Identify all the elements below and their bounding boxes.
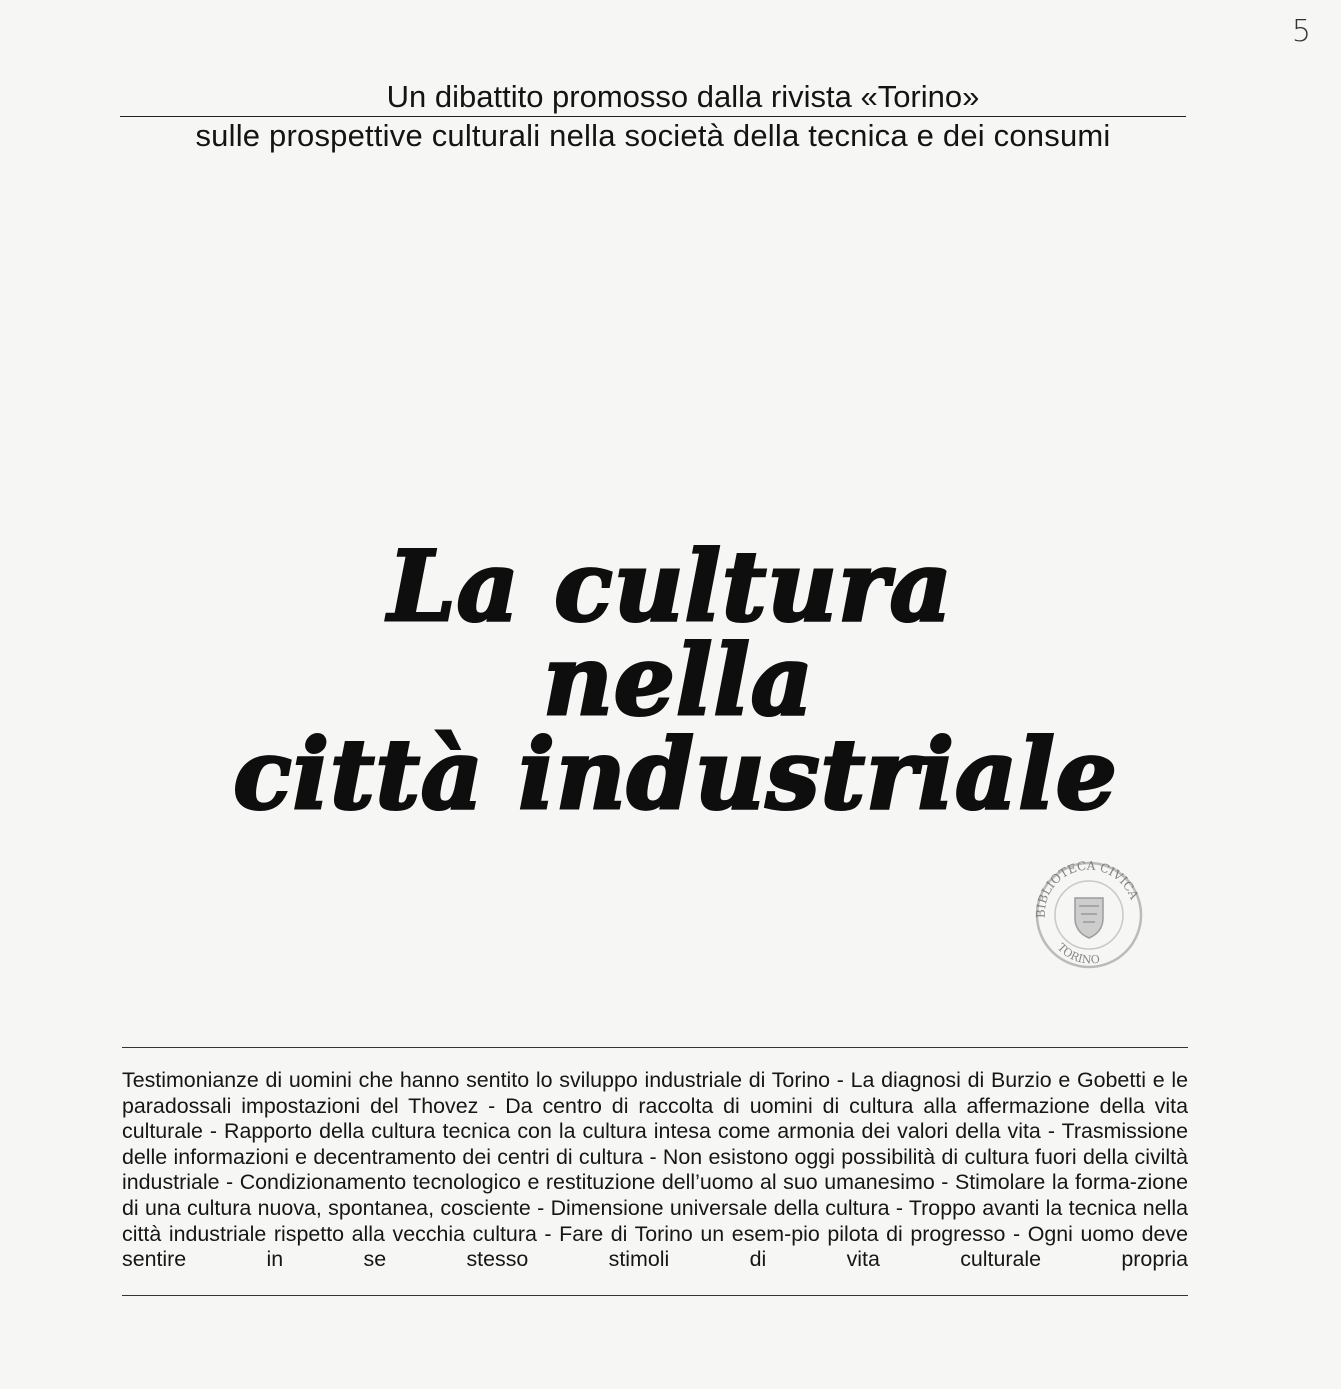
stamp-text-bottom: TORINO <box>1054 940 1101 967</box>
headline <box>0 530 1341 831</box>
svg-text:TORINO <box>1055 941 1101 967</box>
subtitle-line-2: sulle prospettive culturali nella società della tecnica e dei consumi <box>195 118 1111 153</box>
page-number: 5 <box>1291 14 1311 49</box>
summary-top-divider <box>122 1047 1188 1048</box>
headline-line-2: nella <box>542 624 814 737</box>
summary-bottom-divider <box>122 1295 1188 1296</box>
subtitle-line-1: Un dibattito promosso dalla rivista «Torino» <box>386 79 980 114</box>
stamp-text-top: BIBLIOTECA CIVICA <box>1033 858 1142 919</box>
headline-line-1: La cultura <box>388 530 953 643</box>
library-stamp <box>1027 858 1151 972</box>
headline-line-3: città industriale <box>233 718 1118 831</box>
summary-text: Testimonianze di uomini che hanno sentito lo sviluppo industriale di Torino - La diagnosi di Burzio e Gobetti e le paradossali impostazioni del Thovez - Da centro di raccolta di uomini di cultura alla affermazione della vita culturale - Rapporto della cultura tecnica con la cultura intesa come armonia dei valori della vita - Trasmissione delle informazioni e decentramento dei centri di cultura - Non esistono oggi possibilità di cultura fuori della civiltà industriale - Condizionamento tecnologico e restituzione dell’uomo al suo umanesimo - Stimolare la forma-zione di una cultura nuova, spontanea, cosciente - Dimensione universale della cultura - Troppo avanti la tecnica nella città industriale rispetto alla vecchia cultura - Fare di Torino un esem-pio pilota di progresso - Ogni uomo deve sentire in se stesso stimoli di vita culturale propria <box>122 1068 1188 1272</box>
library-stamp-seal <box>1027 858 1151 972</box>
subtitle-block <box>120 78 1186 155</box>
summary-block <box>122 1047 1188 1296</box>
